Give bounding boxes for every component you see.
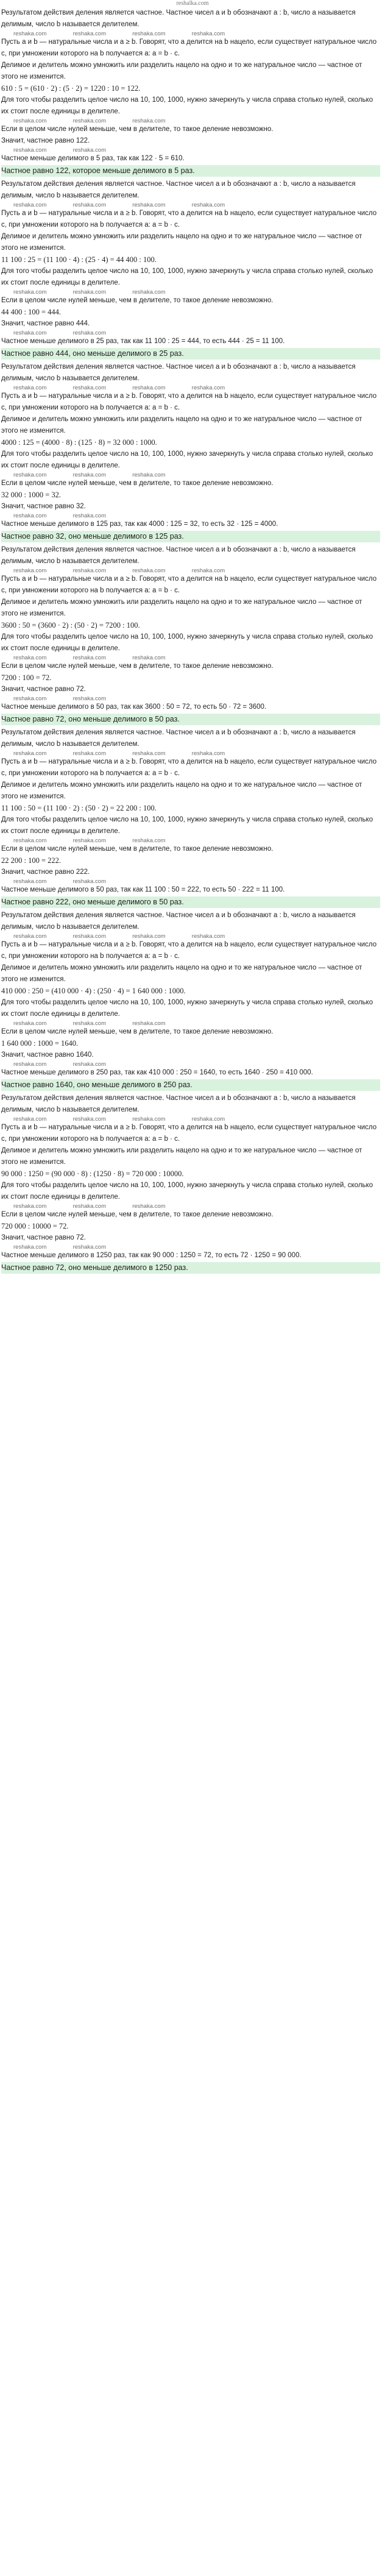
watermark: reshaka.com <box>191 202 225 208</box>
watermark: reshaka.com <box>191 1116 225 1122</box>
watermark: reshaka.com <box>72 1061 106 1067</box>
comparison-note: Частное меньше делимого в 50 раз, так как 3600 : 50 = 72, то есть 50 · 72 = 3600. <box>1 703 267 711</box>
watermark: reshaka.com <box>132 289 166 295</box>
calculation: 11 100 : 50 = (11 100 · 2) : (50 · 2) = 22 200 : 100. <box>1 804 157 812</box>
watermark: reshaka.com <box>72 385 106 391</box>
theory-property: Делимое и делитель можно умножить или разделить нацело на одно и то же натуральное число — частное от этого не изменится. <box>1 964 362 983</box>
solution-section <box>1 727 380 908</box>
watermark: reshaka.com <box>132 472 166 478</box>
watermark: reshaka.com <box>191 567 225 573</box>
watermark: reshaka.com <box>13 878 47 884</box>
watermark-row <box>1 1020 380 1026</box>
theory-no-zeros-rule: Если в целом числе нулей меньше, чем в делителе, то такое деление невозможно. <box>1 845 274 853</box>
theory-no-zeros-rule: Если в целом числе нулей меньше, чем в делителе, то такое деление невозможно. <box>1 1211 274 1218</box>
answer-highlight: Частное равно 72, оно меньше делимого в 1250 раз. <box>1 1262 380 1274</box>
theory-divisible: Пусть a и b — натуральные числа и a ≥ b. Говорят, что a делится на b нацело, если существует натуральное число c, при умножении которого на b получается a: a = b · c. <box>1 392 377 411</box>
watermark: reshaka.com <box>72 472 106 478</box>
rounded-calculation: 22 200 : 100 = 222. <box>1 856 62 865</box>
watermark-row <box>1 30 380 37</box>
watermark: reshaka.com <box>72 1203 106 1209</box>
watermark: reshaka.com <box>13 1116 47 1122</box>
solution-section <box>1 910 380 1091</box>
watermark: reshaka.com <box>132 1116 166 1122</box>
value-note: Значит, частное равно 1640. <box>1 1051 94 1059</box>
watermark: reshaka.com <box>72 567 106 573</box>
watermark-row <box>1 750 380 756</box>
watermark: reshaka.com <box>13 837 47 843</box>
solution-section <box>1 1093 380 1274</box>
watermark: reshaka.com <box>13 202 47 208</box>
watermark-row <box>1 472 380 478</box>
theory-zeros-rule: Для того чтобы разделить целое число на 10, 100, 1000, нужно зачеркнуть у числа справа столько нулей, сколько их стоит после единицы в делителе. <box>1 999 373 1018</box>
watermark: reshaka.com <box>72 655 106 661</box>
theory-quotient: Результатом действия деления является частное. Частное чисел a и b обозначают a : b, число a называется делимым, число b называется делителем. <box>1 729 356 748</box>
watermark: reshaka.com <box>13 1020 47 1026</box>
watermark: reshaka.com <box>191 30 225 37</box>
rounded-calculation: 32 000 : 1000 = 32. <box>1 491 62 499</box>
watermark: reshaka.com <box>191 750 225 756</box>
value-note: Значит, частное равно 122. <box>1 137 90 144</box>
watermark-row <box>1 289 380 295</box>
rounded-calculation: 720 000 : 10000 = 72. <box>1 1222 69 1230</box>
calculation: 90 000 : 1250 = (90 000 · 8) : (1250 · 8) = 720 000 : 10000. <box>1 1169 184 1178</box>
watermark: reshaka.com <box>72 30 106 37</box>
watermark: reshaka.com <box>13 30 47 37</box>
watermark: reshaka.com <box>132 118 166 124</box>
value-note: Значит, частное равно 72. <box>1 686 86 693</box>
theory-zeros-rule: Для того чтобы разделить целое число на 10, 100, 1000, нужно зачеркнуть у числа справа столько нулей, сколько их стоит после единицы в делителе. <box>1 96 373 115</box>
calculation: 610 : 5 = (610 · 2) : (5 · 2) = 1220 : 10 = 122. <box>1 84 141 93</box>
watermark: reshaka.com <box>72 750 106 756</box>
solution-section <box>1 361 380 542</box>
watermark: reshaka.com <box>72 1244 106 1250</box>
watermark: reshaka.com <box>132 655 166 661</box>
theory-no-zeros-rule: Если в целом числе нулей меньше, чем в делителе, то такое деление невозможно. <box>1 662 274 670</box>
watermark: reshaka.com <box>72 330 106 336</box>
watermark-row <box>1 655 380 661</box>
theory-no-zeros-rule: Если в целом числе нулей меньше, чем в делителе, то такое деление невозможно. <box>1 126 274 133</box>
theory-zeros-rule: Для того чтобы разделить целое число на 10, 100, 1000, нужно зачеркнуть у числа справа столько нулей, сколько их стоит после единицы в делителе. <box>1 450 373 469</box>
watermark: reshaka.com <box>13 1061 47 1067</box>
watermark-row <box>1 695 380 701</box>
watermark: reshaka.com <box>13 1203 47 1209</box>
watermark: reshaka.com <box>13 750 47 756</box>
watermark: reshaka.com <box>13 1244 47 1250</box>
watermark-row <box>1 1116 380 1122</box>
watermark: reshaka.com <box>72 837 106 843</box>
value-note: Значит, частное равно 444. <box>1 320 90 327</box>
watermark: reshaka.com <box>72 933 106 939</box>
theory-divisible: Пусть a и b — натуральные числа и a ≥ b. Говорят, что a делится на b нацело, если существует натуральное число c, при умножении которого на b получается a: a = b · c. <box>1 38 377 57</box>
value-note: Значит, частное равно 222. <box>1 868 90 876</box>
theory-divisible: Пусть a и b — натуральные числа и a ≥ b. Говорят, что a делится на b нацело, если существует натуральное число c, при умножении которого на b получается a: a = b · c. <box>1 1124 377 1143</box>
watermark: reshaka.com <box>132 837 166 843</box>
theory-property: Делимое и делитель можно умножить или разделить нацело на одно и то же натуральное число — частное от этого не изменится. <box>1 1147 362 1166</box>
rounded-calculation: 1 640 000 : 1000 = 1640. <box>1 1039 79 1048</box>
theory-divisible: Пусть a и b — натуральные числа и a ≥ b. Говорят, что a делится на b нацело, если существует натуральное число c, при умножении которого на b получается a: a = b · c. <box>1 575 377 594</box>
watermark: reshaka.com <box>13 385 47 391</box>
rounded-calculation: 7200 : 100 = 72. <box>1 673 52 682</box>
theory-zeros-rule: Для того чтобы разделить целое число на 10, 100, 1000, нужно зачеркнуть у числа справа столько нулей, сколько их стоит после единицы в делителе. <box>1 816 373 835</box>
theory-no-zeros-rule: Если в целом числе нулей меньше, чем в делителе, то такое деление невозможно. <box>1 1028 274 1035</box>
theory-quotient: Результатом действия деления является частное. Частное чисел a и b обозначают a : b, число a называется делимым, число b называется делителем. <box>1 363 356 382</box>
watermark: reshaka.com <box>13 513 47 519</box>
theory-property: Делимое и делитель можно умножить или разделить нацело на одно и то же натуральное число — частное от этого не изменится. <box>1 781 362 800</box>
calculation: 4000 : 125 = (4000 · 8) : (125 · 8) = 32 000 : 1000. <box>1 438 157 447</box>
answer-highlight: Частное равно 1640, оно меньше делимого в 250 раз. <box>1 1079 380 1091</box>
solution-section <box>1 179 380 360</box>
watermark: reshaka.com <box>13 567 47 573</box>
theory-quotient: Результатом действия деления является частное. Частное чисел a и b обозначают a : b, число a называется делимым, число b называется делителем. <box>1 912 356 931</box>
answer-highlight: Частное равно 444, оно меньше делимого в 25 раз. <box>1 348 380 360</box>
watermark: reshaka.com <box>13 147 47 153</box>
watermark: reshaka.com <box>132 1203 166 1209</box>
comparison-note: Частное меньше делимого в 250 раз, так как 410 000 : 250 = 1640, то есть 1640 · 250 = 410 000. <box>1 1069 313 1076</box>
watermark: reshaka.com <box>132 750 166 756</box>
watermark: reshaka.com <box>72 1116 106 1122</box>
theory-zeros-rule: Для того чтобы разделить целое число на 10, 100, 1000, нужно зачеркнуть у числа справа столько нулей, сколько их стоит после единицы в делителе. <box>1 633 373 652</box>
calculation: 3600 : 50 = (3600 · 2) : (50 · 2) = 7200 : 100. <box>1 621 140 630</box>
watermark: reshaka.com <box>13 695 47 701</box>
theory-property: Делимое и делитель можно умножить или разделить нацело на одно и то же натуральное число — частное от этого не изменится. <box>1 598 362 617</box>
solution-content <box>1 7 380 1276</box>
watermark-row <box>1 202 380 208</box>
watermark: reshaka.com <box>191 933 225 939</box>
watermark-row <box>1 330 380 336</box>
watermark: reshaka.com <box>72 118 106 124</box>
watermark: reshaka.com <box>132 202 166 208</box>
watermark: reshaka.com <box>13 933 47 939</box>
watermark: reshaka.com <box>132 567 166 573</box>
comparison-note: Частное меньше делимого в 25 раз, так как 11 100 : 25 = 444, то есть 444 · 25 = 11 100. <box>1 338 285 345</box>
rounded-calculation: 44 400 : 100 = 444. <box>1 308 62 316</box>
theory-property: Делимое и делитель можно умножить или разделить нацело на одно и то же натуральное число — частное от этого не изменится. <box>1 416 362 435</box>
calculation: 11 100 : 25 = (11 100 · 4) : (25 · 4) = 44 400 : 100. <box>1 255 157 264</box>
watermark: reshaka.com <box>72 695 106 701</box>
theory-quotient: Результатом действия деления является частное. Частное чисел a и b обозначают a : b, число a называется делимым, число b называется делителем. <box>1 9 356 28</box>
watermark: reshaka.com <box>191 385 225 391</box>
watermark-row <box>1 878 380 884</box>
theory-property: Делимое и делитель можно умножить или разделить нацело на одно и то же натуральное число — частное от этого не изменится. <box>1 233 362 252</box>
watermark: reshaka.com <box>72 513 106 519</box>
watermark: reshaka.com <box>13 472 47 478</box>
comparison-note: Частное меньше делимого в 125 раз, так как 4000 : 125 = 32, то есть 32 · 125 = 4000. <box>1 520 278 528</box>
watermark-row <box>1 933 380 939</box>
watermark: reshaka.com <box>72 878 106 884</box>
calculation: 410 000 : 250 = (410 000 · 4) : (250 · 4) = 1 640 000 : 1000. <box>1 987 186 995</box>
comparison-note: Частное меньше делимого в 50 раз, так как 11 100 : 50 = 222, то есть 50 · 222 = 11 100. <box>1 886 285 893</box>
theory-quotient: Результатом действия деления является частное. Частное чисел a и b обозначают a : b, число a называется делимым, число b называется делителем. <box>1 1095 356 1113</box>
watermark: reshaka.com <box>72 202 106 208</box>
theory-divisible: Пусть a и b — натуральные числа и a ≥ b. Говорят, что a делится на b нацело, если существует натуральное число c, при умножении которого на b получается a: a = b · c. <box>1 941 377 960</box>
watermark: reshaka.com <box>13 118 47 124</box>
theory-no-zeros-rule: Если в целом числе нулей меньше, чем в делителе, то такое деление невозможно. <box>1 297 274 304</box>
watermark: reshaka.com <box>13 289 47 295</box>
watermark: reshaka.com <box>132 30 166 37</box>
watermark: reshaka.com <box>132 933 166 939</box>
watermark-row <box>1 837 380 843</box>
answer-highlight: Частное равно 72, оно меньше делимого в 50 раз. <box>1 714 380 725</box>
value-note: Значит, частное равно 72. <box>1 1234 86 1241</box>
answer-highlight: Частное равно 32, оно меньше делимого в 125 раз. <box>1 531 380 542</box>
theory-quotient: Результатом действия деления является частное. Частное чисел a и b обозначают a : b, число a называется делимым, число b называется делителем. <box>1 180 356 199</box>
watermark-row <box>1 1244 380 1250</box>
theory-zeros-rule: Для того чтобы разделить целое число на 10, 100, 1000, нужно зачеркнуть у числа справа столько нулей, сколько их стоит после единицы в делителе. <box>1 1182 373 1201</box>
watermark: reshaka.com <box>13 330 47 336</box>
watermark: reshaka.com <box>132 1020 166 1026</box>
watermark: reshaka.com <box>13 655 47 661</box>
answer-highlight: Частное равно 122, которое меньше делимого в 5 раз. <box>1 165 380 177</box>
watermark: reshaka.com <box>72 147 106 153</box>
site-header[interactable]: reshalka.com <box>176 0 209 7</box>
watermark-row <box>1 385 380 391</box>
comparison-note: Частное меньше делимого в 5 раз, так как 122 · 5 = 610. <box>1 155 185 162</box>
answer-highlight: Частное равно 222, оно меньше делимого в 50 раз. <box>1 896 380 908</box>
watermark: reshaka.com <box>72 1020 106 1026</box>
watermark-row <box>1 513 380 519</box>
watermark: reshaka.com <box>132 385 166 391</box>
watermark: reshaka.com <box>72 289 106 295</box>
theory-divisible: Пусть a и b — натуральные числа и a ≥ b. Говорят, что a делится на b нацело, если существует натуральное число c, при умножении которого на b получается a: a = b · c. <box>1 758 377 777</box>
theory-divisible: Пусть a и b — натуральные числа и a ≥ b. Говорят, что a делится на b нацело, если существует натуральное число c, при умножении которого на b получается a: a = b · c. <box>1 210 377 229</box>
solution-section <box>1 544 380 725</box>
theory-zeros-rule: Для того чтобы разделить целое число на 10, 100, 1000, нужно зачеркнуть у числа справа столько нулей, сколько их стоит после единицы в делителе. <box>1 268 373 286</box>
watermark-row <box>1 1061 380 1067</box>
theory-property: Делимое и делитель можно умножить или разделить нацело на одно и то же натуральное число — частное от этого не изменится. <box>1 62 362 80</box>
watermark-row <box>1 567 380 573</box>
watermark-row <box>1 1203 380 1209</box>
comparison-note: Частное меньше делимого в 1250 раз, так как 90 000 : 1250 = 72, то есть 72 · 1250 = 90 000. <box>1 1252 302 1259</box>
solution-section <box>1 7 380 177</box>
value-note: Значит, частное равно 32. <box>1 503 86 510</box>
theory-quotient: Результатом действия деления является частное. Частное чисел a и b обозначают a : b, число a называется делимым, число b называется делителем. <box>1 546 356 565</box>
watermark-row <box>1 147 380 153</box>
watermark-row <box>1 118 380 124</box>
theory-no-zeros-rule: Если в целом числе нулей меньше, чем в делителе, то такое деление невозможно. <box>1 480 274 487</box>
